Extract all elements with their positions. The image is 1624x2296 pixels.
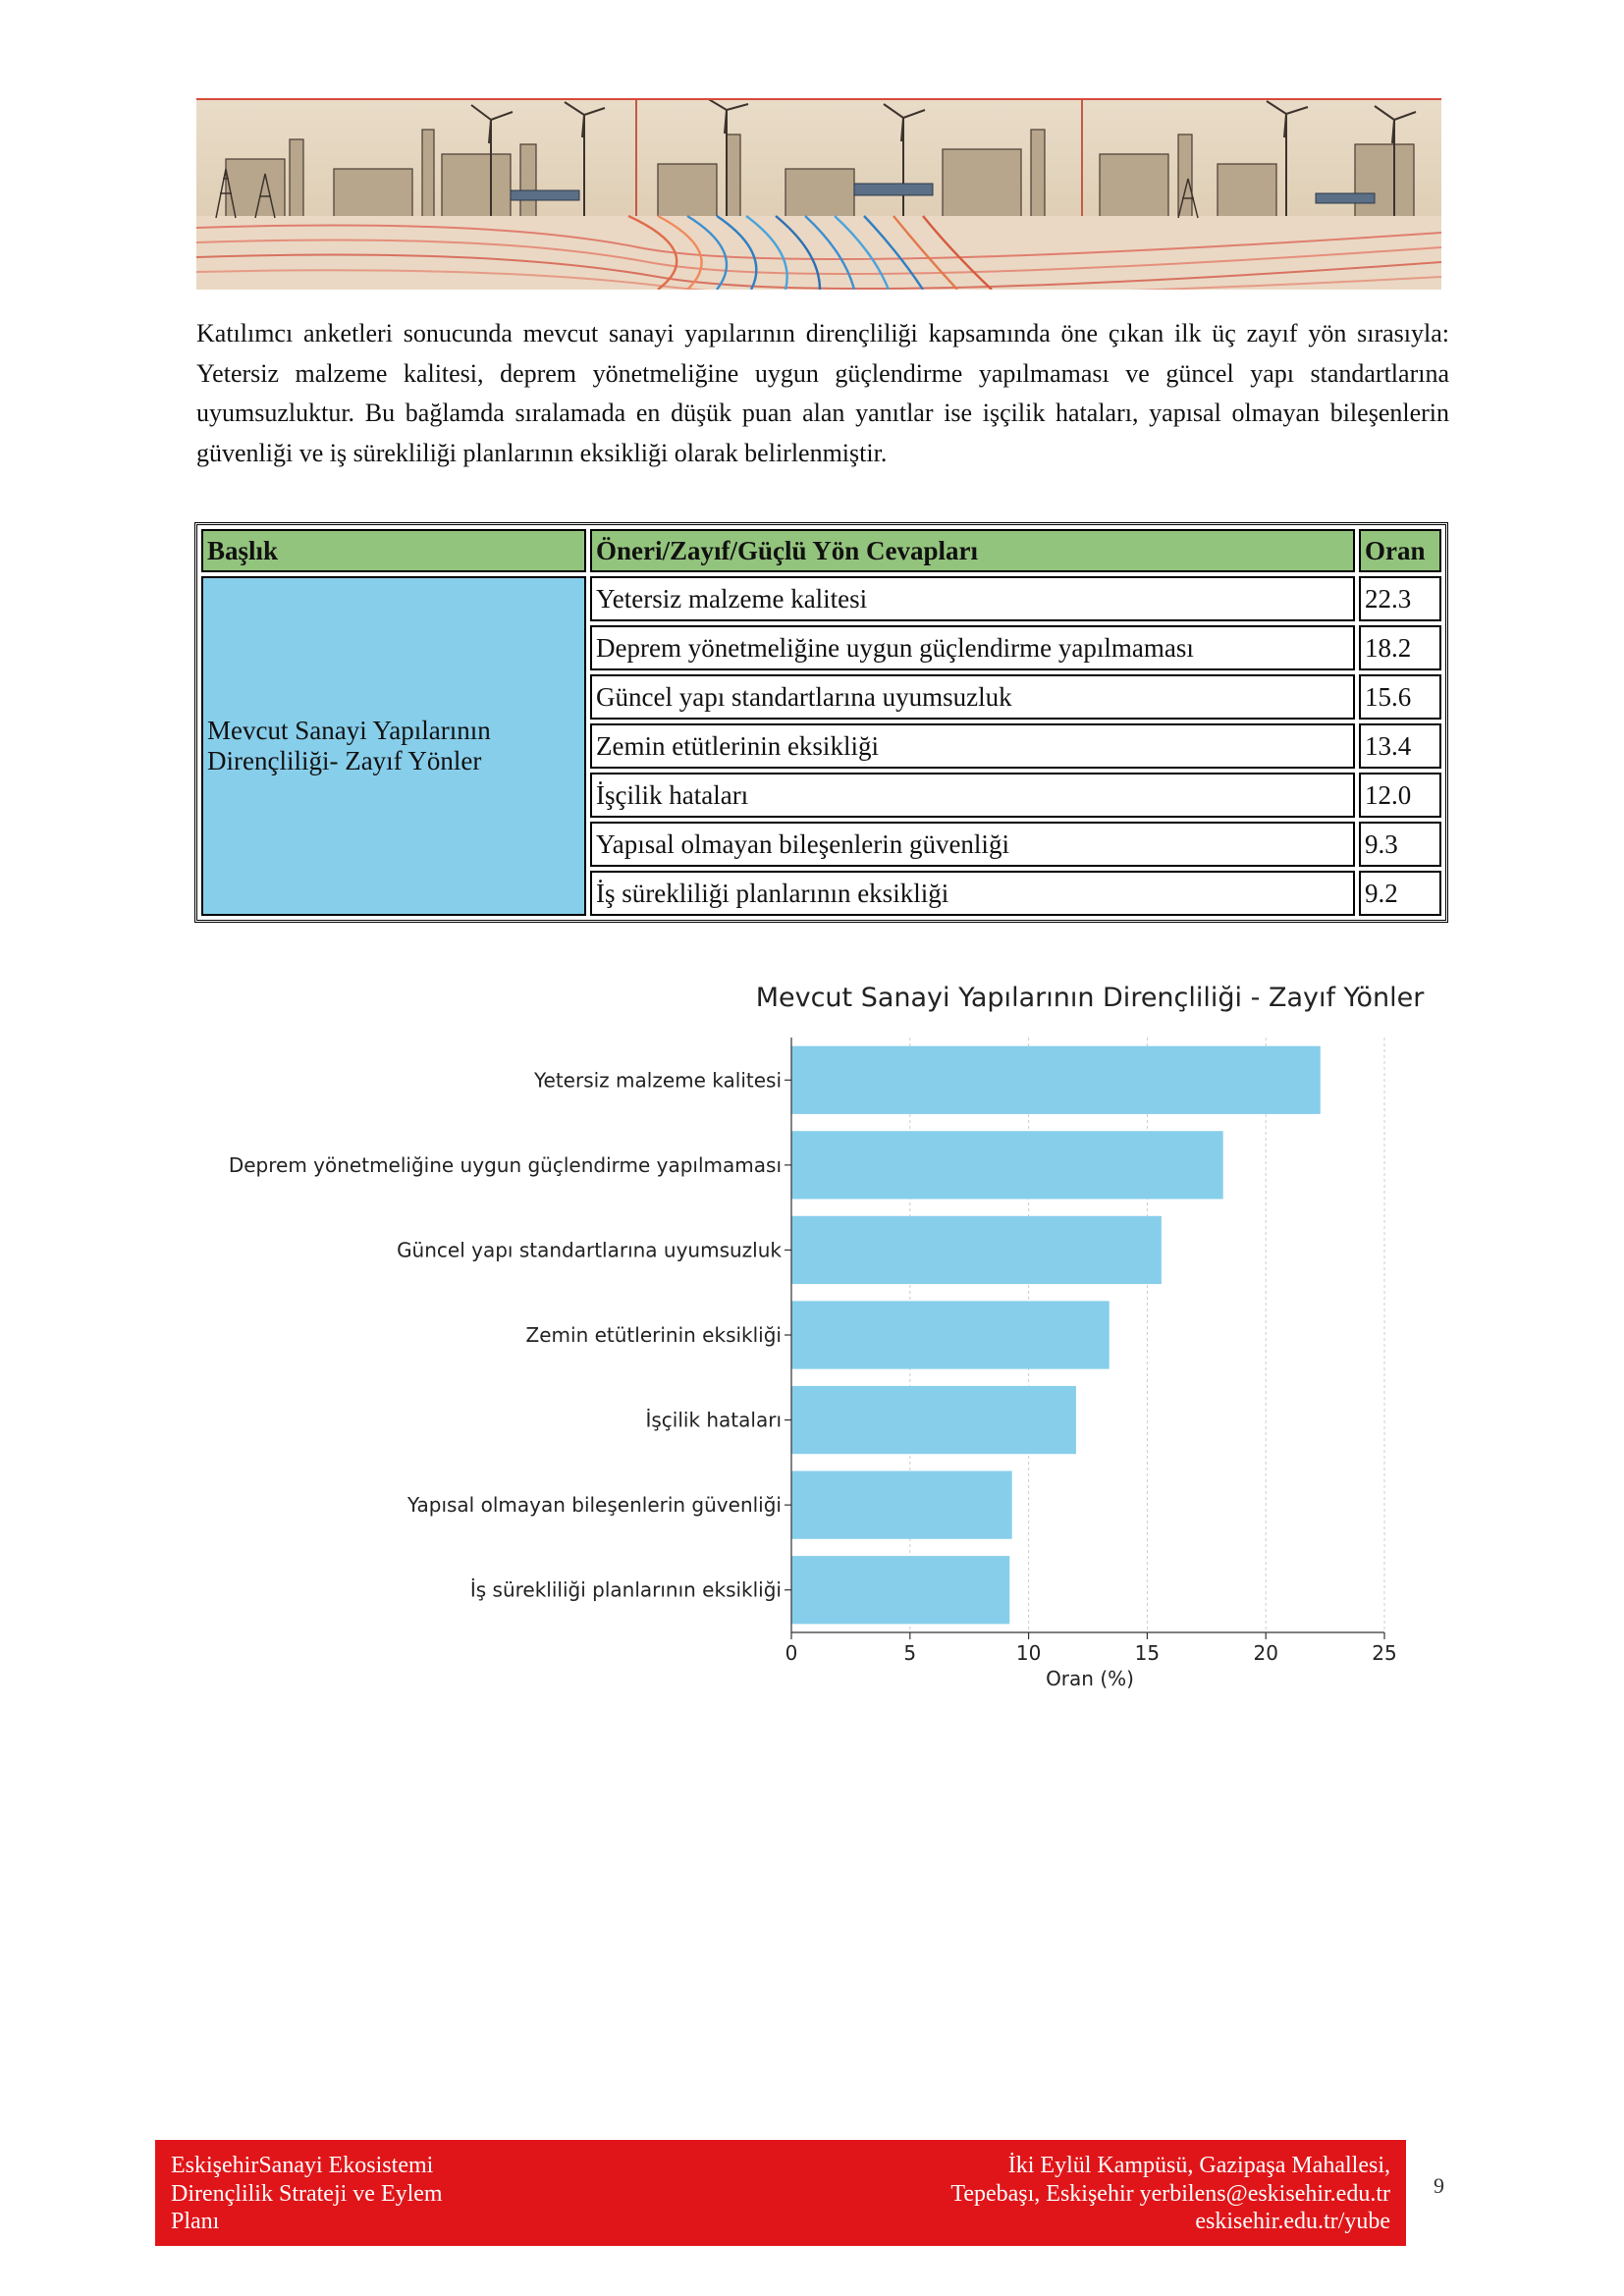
answer-cell: İş sürekliliği planlarının eksikliği [590,871,1355,916]
x-tick-label: 5 [903,1641,917,1665]
y-tick-label: Güncel yapı standartlarına uyumsuzluk [397,1238,782,1262]
answer-cell: Zemin etütlerinin eksikliği [590,723,1355,769]
footer-left-line: Planı [171,2209,220,2234]
table-row [201,576,1441,621]
footer-left [171,2152,443,2236]
x-tick-label: 0 [785,1641,798,1665]
group-cell: Mevcut Sanayi Yapılarının Dirençliliği- Zayıf Yönler [201,576,586,916]
y-tick-label: İş sürekliliği planlarının eksikliği [469,1577,782,1602]
footer-left-line: Dirençlilik Strateji ve Eylem [171,2180,443,2207]
intro-paragraph: Katılımcı anketleri sonucunda mevcut sanayi yapılarının dirençliliği kapsamında öne çıkan ilk üç zayıf yön sırasıyla: Yetersiz malzeme kalitesi, deprem yönetmeliğine uygun güçlendirme yapılmaması ve güncel yapı standartlarına uyumsuzluktur. Bu bağlamda sıralamada en düşük puan alan yanıtlar ise işçilik hataları, yapısal olmayan bileşenlerin güvenliği ve iş sürekliliği planlarının eksikliği olarak belirlenmiştir. [196,319,1449,467]
column-header-rate: Oran [1359,529,1441,572]
page-number: 9 [1434,2173,1444,2198]
footer-right-line: İki Eylül Kampüsü, Gazipaşa Mahallesi, [1007,2153,1390,2178]
chart-title: Mevcut Sanayi Yapılarının Dirençliliği - Zayıf Yönler [755,983,1425,1013]
table-header-row [201,529,1441,572]
y-tick-label: İşçilik hataları [645,1408,782,1432]
footer-right-line: Tepebaşı, Eskişehir yerbilens@eskisehir.edu.tr [950,2180,1390,2207]
column-header-answers: Öneri/Zayıf/Güçlü Yön Cevapları [590,529,1355,572]
footer-right [950,2152,1390,2236]
answer-cell: İşçilik hataları [590,773,1355,818]
footer-right-line: eskisehir.edu.tr/yube [1195,2209,1390,2234]
chart-bars [791,1046,1321,1625]
answer-cell: Yapısal olmayan bileşenlerin güvenliği [590,822,1355,867]
bar-chart [196,977,1453,1703]
answer-cell: Deprem yönetmeliğine uygun güçlendirme yapılmaması [590,625,1355,670]
page-footer [155,2140,1406,2246]
column-header-title: Başlık [201,529,586,572]
y-tick-label: Deprem yönetmeliğine uygun güçlendirme yapılmaması [228,1152,782,1177]
x-axis-label: Oran (%) [1046,1667,1134,1690]
y-tick-label: Yapısal olmayan bileşenlerin güvenliği [407,1493,782,1518]
rate-cell: 22.3 [1359,576,1441,621]
header-banner-illustration [196,98,1441,290]
x-tick-label: 25 [1372,1641,1397,1665]
bar [791,1556,1009,1624]
y-tick-label: Yetersiz malzeme kalitesi [533,1068,782,1093]
industrial-landscape-illustration [196,100,1441,290]
bar [791,1471,1012,1539]
y-tick-label: Zemin etütlerinin eksikliği [525,1323,782,1347]
rate-cell: 9.3 [1359,822,1441,867]
answer-cell: Yetersiz malzeme kalitesi [590,576,1355,621]
x-tick-label: 15 [1134,1641,1161,1665]
weak-points-table [194,522,1448,923]
bar [791,1386,1076,1454]
rate-cell: 18.2 [1359,625,1441,670]
rate-cell: 9.2 [1359,871,1441,916]
bar [791,1046,1321,1114]
answer-cell: Güncel yapı standartlarına uyumsuzluk [590,674,1355,720]
rate-cell: 15.6 [1359,674,1441,720]
footer-left-line: EskişehirSanayi Ekosistemi [171,2153,434,2178]
bar [791,1301,1110,1368]
rate-cell: 13.4 [1359,723,1441,769]
bar [791,1131,1223,1199]
bar-chart-svg [196,977,1453,1703]
rate-cell: 12.0 [1359,773,1441,818]
bar [791,1216,1162,1284]
x-tick-label: 20 [1253,1641,1278,1665]
x-tick-label: 10 [1015,1641,1042,1665]
